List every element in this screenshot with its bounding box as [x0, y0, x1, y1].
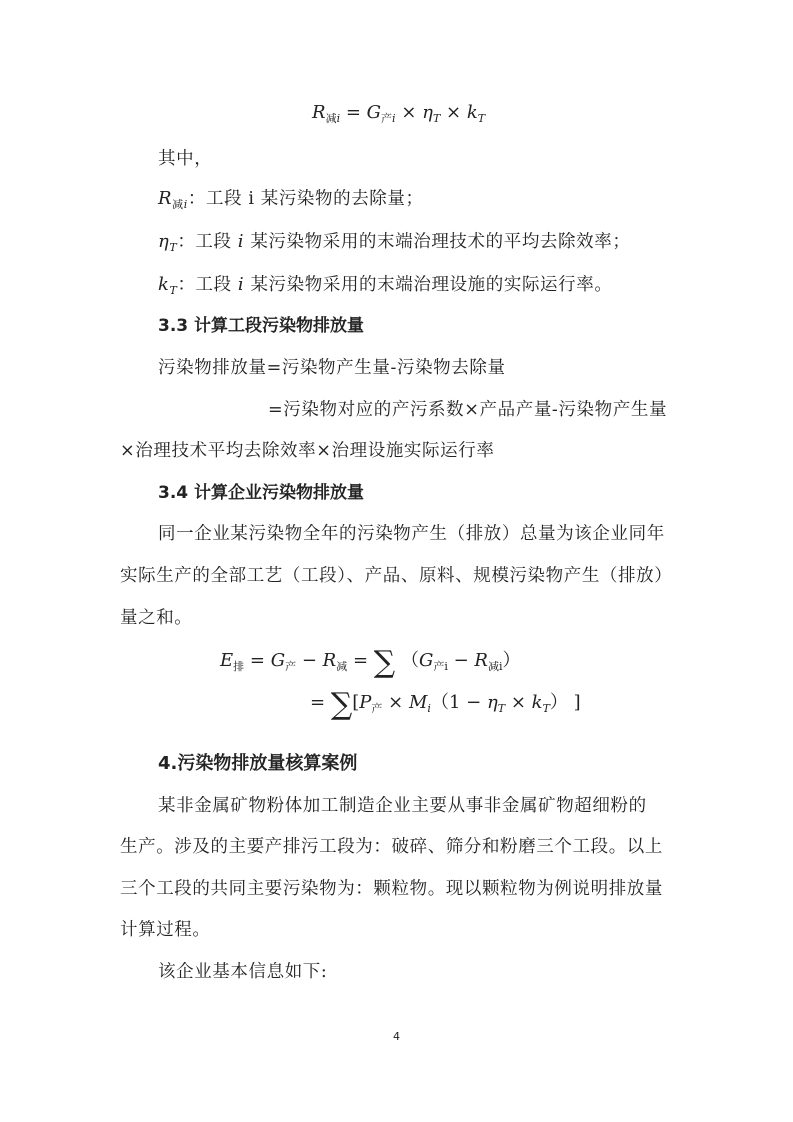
section-3-4-line-3: 量之和。 [120, 608, 193, 628]
section-heading-4: 4.污染物排放量核算案例 [158, 753, 358, 774]
formula-total-emission-row-1: $E_排 = G_产 - R_减$ = ∑ $(G_{产i} - R_{减i})$ [220, 645, 521, 680]
section-4-line-3: 三个工段的共同主要污染物为：颗粒物。现以颗粒物为例说明排放量 [120, 879, 663, 899]
section-3-3-line-1: 污染物排放量=污染物产生量-污染物去除量 [158, 358, 506, 378]
section-heading-3-4: 3.4 计算企业污染物排放量 [158, 483, 365, 503]
section-4-line-1: 某非金属矿物粉体加工制造企业主要从事非金属矿物超细粉的 [158, 796, 647, 816]
section-heading-3-3: 3.3 计算工段污染物排放量 [158, 316, 365, 336]
definition-r: $R_{减i}$：工段 i 某污染物的去除量； [158, 188, 424, 211]
definition-k: $k_T$：工段 i 某污染物采用的末端治理设施的实际运行率。 [158, 274, 613, 297]
section-4-line-4: 计算过程。 [120, 920, 211, 940]
page-number: 4 [393, 1030, 400, 1043]
definition-eta: $\eta_T$：工段 i 某污染物采用的末端治理技术的平均去除效率； [158, 231, 631, 254]
section-3-3-line-3: ×治理技术平均去除效率×治理设施实际运行率 [120, 441, 495, 461]
section-4-line-2: 生产。涉及的主要产排污工段为：破碎、筛分和粉磨三个工段。以上 [120, 837, 663, 857]
where-label: 其中， [158, 149, 213, 169]
formula-removal-amount: $R_{减i} = G_{产i} \times \eta_T \times k_T$ [312, 102, 486, 125]
section-4-last-line: 该企业基本信息如下: [158, 962, 328, 982]
formula-total-emission-row-2: = $\sum[P_产 \times M_i(1 - \eta_T \times k_T)$ ] [310, 687, 581, 722]
section-3-3-line-2: =污染物对应的产污系数×产品产量-污染物产生量 [268, 400, 668, 420]
section-3-4-line-2: 实际生产的全部工艺（工段）、产品、原料、规模污染物产生（排放） [120, 566, 673, 586]
section-3-4-line-1: 同一企业某污染物全年的污染物产生（排放）总量为该企业同年 [158, 524, 665, 544]
